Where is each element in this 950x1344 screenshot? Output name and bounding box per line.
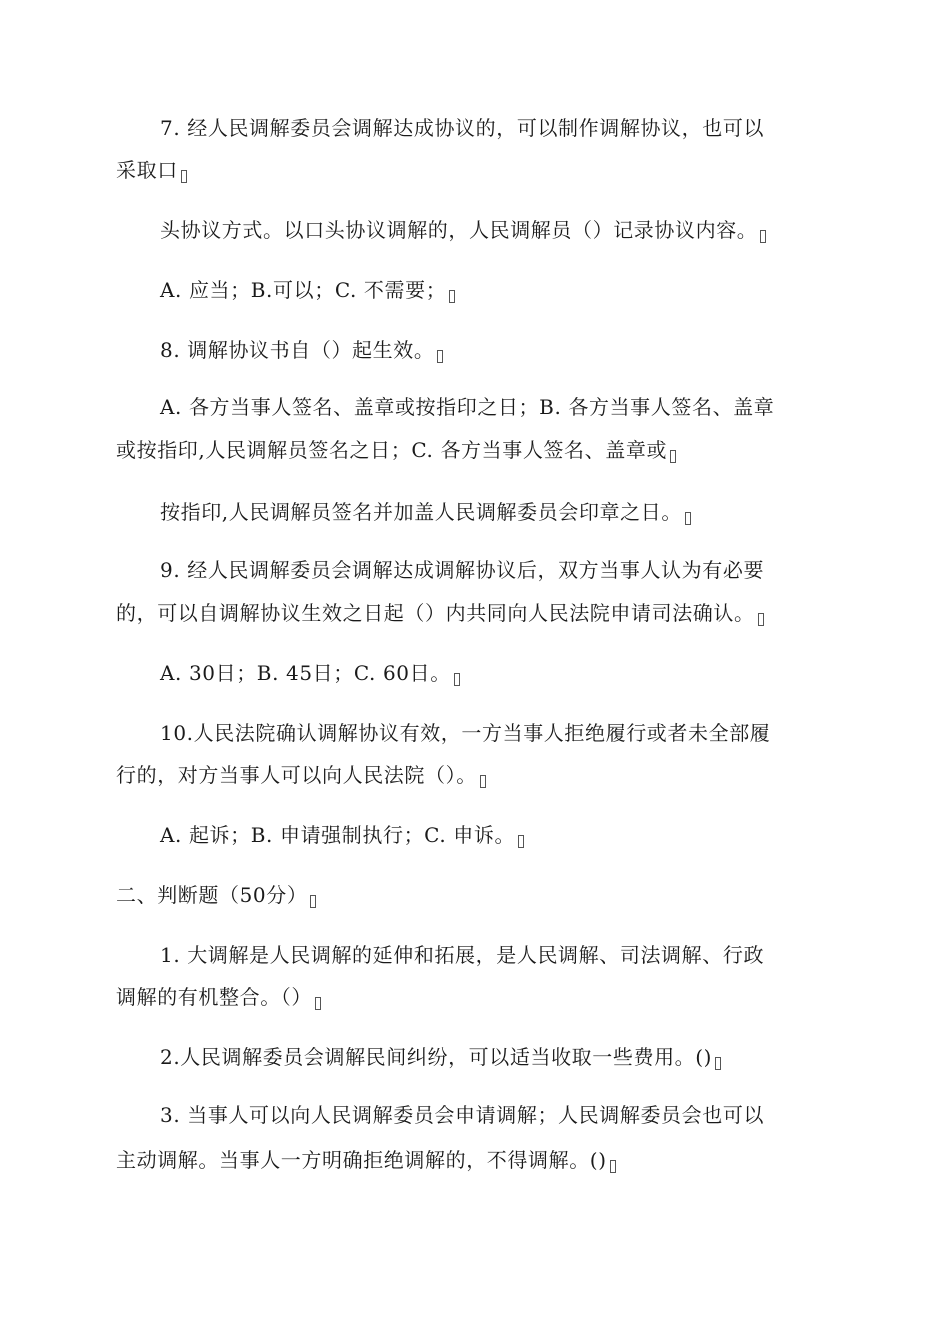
text: 主动调解。当事人一方明确拒绝调解的，不得调解。(): [116, 1148, 607, 1172]
text: 的，可以自调解协议生效之日起（）内共同向人民法院申请司法确认。: [116, 601, 755, 625]
paragraph-mark-icon: [760, 230, 766, 243]
text: A. 30日；B. 45日；C. 60日。: [160, 661, 451, 685]
q7-options: [160, 277, 455, 303]
text: 8. 调解协议书自（）起生效。: [160, 338, 435, 362]
q8-options-line-3: [160, 499, 691, 525]
q9-line-1: [160, 557, 764, 583]
q8-options-line-2: [116, 437, 676, 463]
tf1-line-2: [116, 984, 321, 1010]
q7-line-2: [116, 157, 187, 183]
q10-line-1: [160, 720, 770, 746]
paragraph-mark-icon: [315, 997, 321, 1010]
text: 3. 当事人可以向人民调解委员会申请调解；人民调解委员会也可以: [160, 1103, 765, 1127]
paragraph-mark-icon: [758, 613, 764, 626]
text: A. 起诉；B. 申请强制执行；C. 申诉。: [160, 823, 516, 847]
paragraph-mark-icon: [715, 1057, 721, 1070]
paragraph-mark-icon: [670, 450, 676, 463]
paragraph-mark-icon: [310, 895, 316, 908]
paragraph-mark-icon: [518, 835, 524, 848]
text: 按指印,人民调解员签名并加盖人民调解委员会印章之日。: [160, 500, 682, 524]
q9-line-2: [116, 600, 764, 626]
paragraph-mark-icon: [480, 775, 486, 788]
q7-line-3: [160, 217, 766, 243]
paragraph-mark-icon: [449, 290, 455, 303]
paragraph-mark-icon: [454, 673, 460, 686]
text: 行的，对方当事人可以向人民法院（）。: [116, 763, 477, 787]
text: 头协议方式。以口头协议调解的，人民调解员（）记录协议内容。: [160, 218, 758, 242]
paragraph-mark-icon: [181, 170, 187, 183]
paragraph-mark-icon: [610, 1160, 616, 1173]
section-heading: [116, 882, 316, 908]
text: 1. 大调解是人民调解的延伸和拓展，是人民调解、司法调解、行政: [160, 943, 765, 967]
text: 9. 经人民调解委员会调解达成调解协议后，双方当事人认为有必要: [160, 558, 765, 582]
paragraph-mark-icon: [437, 350, 443, 363]
paragraph-mark-icon: [685, 512, 691, 525]
text: 采取口: [116, 158, 178, 182]
text: 或按指印,人民调解员签名之日；C. 各方当事人签名、盖章或: [116, 438, 668, 462]
tf1-line-1: [160, 942, 764, 968]
q9-options: [160, 660, 460, 686]
text: 2.人民调解委员会调解民间纠纷，可以适当收取一些费用。(): [160, 1045, 713, 1069]
q8-question: [160, 337, 443, 363]
text: 10.人民法院确认调解协议有效，一方当事人拒绝履行或者未全部履: [160, 721, 771, 745]
text: A. 应当；B.可以；C. 不需要；: [160, 278, 447, 302]
q8-options-line-1: [160, 394, 774, 420]
tf3-line-1: [160, 1102, 764, 1128]
text: 调解的有机整合。（）: [116, 985, 312, 1009]
text: 二、判断题（50分）: [116, 883, 308, 907]
tf2: [160, 1044, 721, 1070]
q7-line-1: [160, 115, 764, 141]
q10-options: [160, 822, 524, 848]
q10-line-2: [116, 762, 486, 788]
text: 7. 经人民调解委员会调解达成协议的，可以制作调解协议，也可以: [160, 116, 765, 140]
tf3-line-2: [116, 1147, 616, 1173]
text: A. 各方当事人签名、盖章或按指印之日；B. 各方当事人签名、盖章: [160, 395, 775, 419]
